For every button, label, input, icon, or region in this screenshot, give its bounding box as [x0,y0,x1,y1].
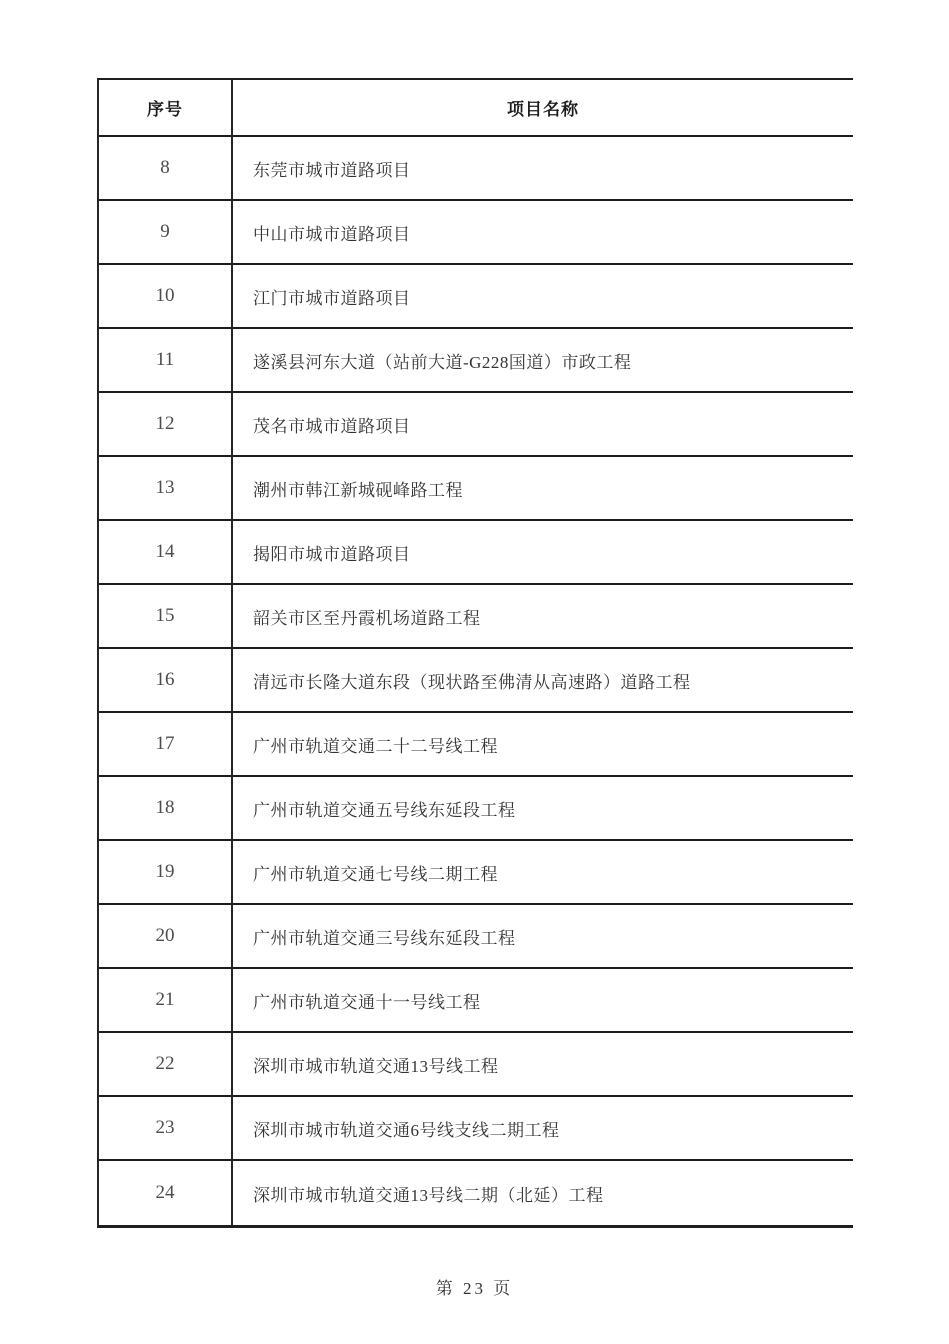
row-project-name: 广州市轨道交通七号线二期工程 [253,864,498,884]
row-serial-number: 17 [99,713,233,775]
row-project-name: 深圳市城市轨道交通6号线支线二期工程 [253,1120,560,1140]
table-row [99,1097,853,1161]
row-serial-number: 24 [99,1161,233,1225]
row-serial-number: 11 [99,329,233,391]
row-serial-number: 9 [99,201,233,263]
row-project-name: 深圳市城市轨道交通13号线工程 [253,1056,499,1076]
table-row [99,329,853,393]
row-serial-number: 23 [99,1097,233,1159]
row-serial-number: 18 [99,777,233,839]
row-serial-number: 16 [99,649,233,711]
table-row [99,777,853,841]
table-row [99,1033,853,1097]
row-project-name: 广州市轨道交通二十二号线工程 [253,736,498,756]
row-serial-number: 19 [99,841,233,903]
row-project-name: 中山市城市道路项目 [253,224,411,244]
row-serial-number: 14 [99,521,233,583]
row-project-name: 广州市轨道交通十一号线工程 [253,992,481,1012]
table-row [99,649,853,713]
table-row [99,969,853,1033]
row-serial-number: 12 [99,393,233,455]
row-project-name: 深圳市城市轨道交通13号线二期（北延）工程 [253,1185,604,1205]
row-project-name: 广州市轨道交通五号线东延段工程 [253,800,516,820]
table-row [99,265,853,329]
table-row [99,457,853,521]
table-header-row [99,80,853,137]
header-project-name: 项目名称 [507,100,579,119]
row-project-name: 茂名市城市道路项目 [253,416,411,436]
row-serial-number: 10 [99,265,233,327]
row-serial-number: 20 [99,905,233,967]
row-project-name: 遂溪县河东大道（站前大道-G228国道）市政工程 [253,352,632,372]
row-serial-number: 21 [99,969,233,1031]
row-project-name: 潮州市韩江新城砚峰路工程 [253,480,463,500]
table-row [99,1161,853,1225]
row-project-name: 韶关市区至丹霞机场道路工程 [253,608,481,628]
row-project-name: 东莞市城市道路项目 [253,160,411,180]
project-table [97,78,853,1228]
table-row [99,137,853,201]
table-row [99,521,853,585]
row-serial-number: 13 [99,457,233,519]
page-number: 第 23 页 [435,1279,514,1298]
table-row [99,393,853,457]
row-project-name: 广州市轨道交通三号线东延段工程 [253,928,516,948]
row-project-name: 清远市长隆大道东段（现状路至佛清从高速路）道路工程 [253,672,691,692]
table-row [99,585,853,649]
header-serial-number: 序号 [99,80,233,135]
table-row [99,713,853,777]
table-row [99,201,853,265]
row-project-name: 揭阳市城市道路项目 [253,544,411,564]
row-serial-number: 22 [99,1033,233,1095]
table-row [99,841,853,905]
row-serial-number: 8 [99,137,233,199]
row-serial-number: 15 [99,585,233,647]
row-project-name: 江门市城市道路项目 [253,288,411,308]
table-row [99,905,853,969]
table-body [99,137,853,1225]
